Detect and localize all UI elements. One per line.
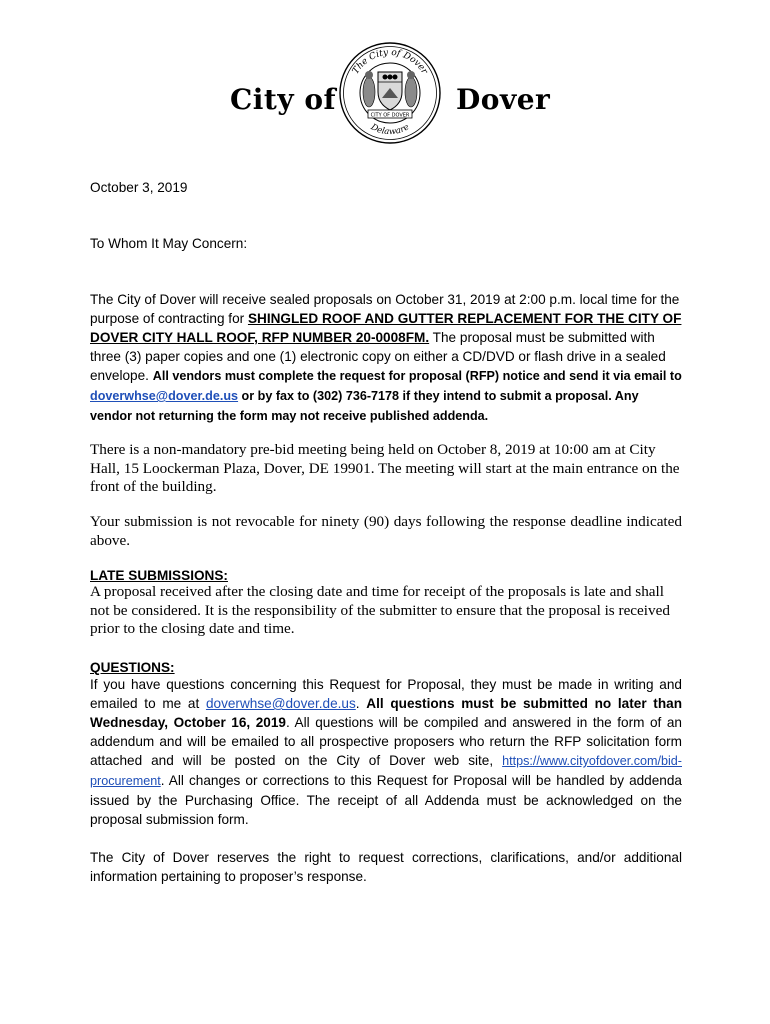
late-submissions-heading: LATE SUBMISSIONS: [90,568,228,583]
intro-text-1: The City of Dover will receive sealed proposals on October 31, 2019 at 2:00 p.m. local time for the purpose of contracting for [90,292,680,326]
salutation: To Whom It May Concern: [90,236,248,251]
intro-paragraph [90,290,682,426]
questions-text [90,675,682,829]
questions-text-4: . All changes or corrections to this Request for Proposal will be handled by addenda issued by the Purchasing Office. The receipt of all Addenda must be acknowledged on the proposal submission form. [90,773,682,827]
questions-email-link[interactable]: doverwhse@dover.de.us [205,696,356,711]
letterhead-dover: Dover [456,83,551,116]
late-submissions-text: A proposal received after the closing date and time for receipt of the proposals is late and shall not be considered. It is the responsibility of the submitter to ensure that the proposal is received prior to the closing date and time. [90,583,670,637]
questions-text-2: . [355,696,367,711]
city-seal-icon [338,40,442,146]
questions-heading: QUESTIONS: [90,660,175,675]
letter-date: October 3, 2019 [90,180,188,195]
letterhead-city-of: City of [230,83,337,116]
questions-section [90,660,682,829]
notice-text-1: All vendors must complete the request for proposal (RFP) notice and send it via email to [152,369,682,383]
questions-deadline: All questions must be submitted no later than Wednesday, October 16, 2019 [90,696,683,730]
prebid-paragraph: There is a non-mandatory pre-bid meeting being held on October 8, 2019 at 10:00 am at City Hall, 15 Loockerman Plaza, Dover, DE 19901. The meeting will start at the main entrance on the front of the building. [90,441,680,495]
project-title: SHINGLED ROOF AND GUTTER REPLACEMENT FOR THE CITY OF DOVER CITY HALL ROOF, RFP NUMBER 20-0008FM. [90,311,682,345]
svg-text:The City of Dover: The City of Dover [350,47,430,77]
letterhead [0,35,770,155]
questions-text-1: If you have questions concerning this Request for Proposal, they must be made in writing and emailed to me at [90,677,682,711]
notice-email-link[interactable]: doverwhse@dover.de.us [90,389,239,403]
late-submissions-section [90,568,682,639]
svg-text:Delaware: Delaware [369,122,412,138]
notice-text-2: or by fax to (302) 736-7178 if they intend to submit a proposal. Any vendor not returning the form may not receive published addenda. [90,389,639,423]
svg-text:CITY OF DOVER: CITY OF DOVER [370,112,410,119]
intro-text-2: The proposal must be submitted with three (3) paper copies and one (1) electronic copy on either a CD/DVD or flash drive in a sealed envelope. [90,330,666,383]
revocable-paragraph: Your submission is not revocable for ninety (90) days following the response deadline indicated above. [90,513,682,549]
closing-paragraph: The City of Dover reserves the right to request corrections, clarifications, and/or additional information pertaining to proposer’s response. [90,850,682,884]
bid-procurement-link[interactable]: https://www.cityofdover.com/bid-procurement [90,754,682,788]
questions-text-3: . All questions will be compiled and answered in the form of an addendum and will be emailed to all prospective proposers who return the RFP solicitation form attached and will be posted on the City of Dover web site, [90,715,682,768]
